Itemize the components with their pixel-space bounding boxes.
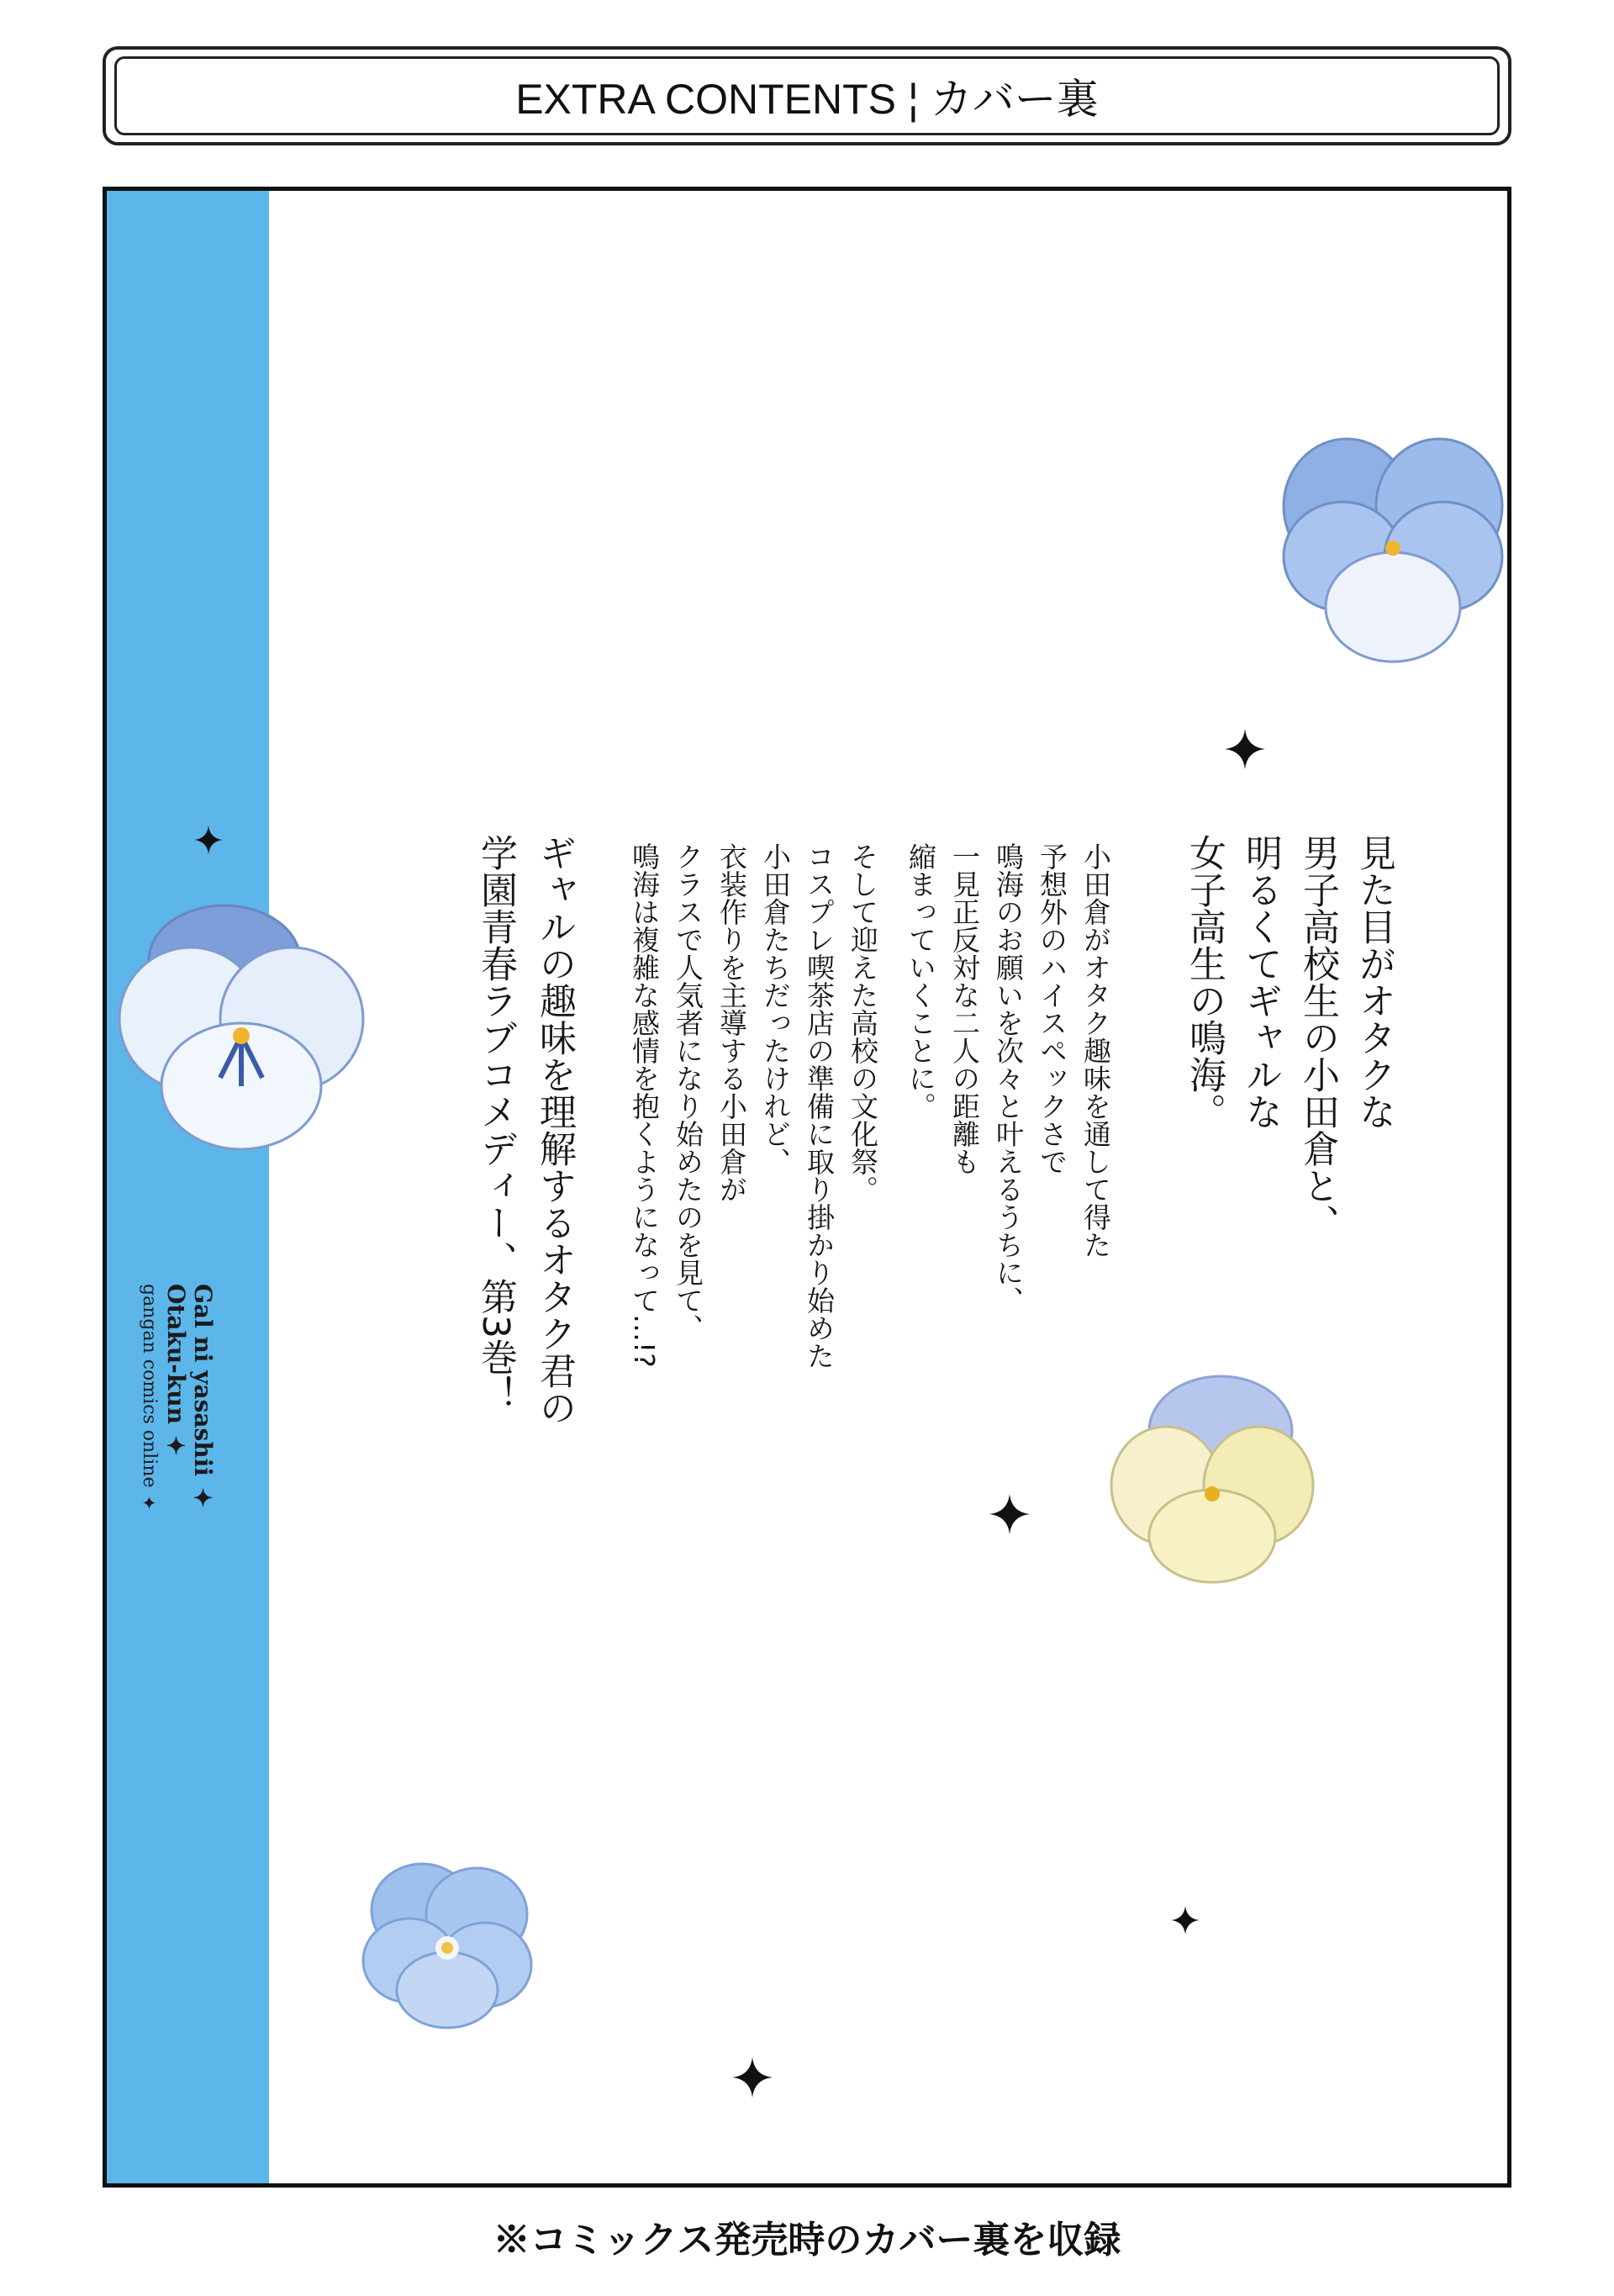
pansy-flower-icon	[1267, 401, 1511, 678]
sparkle-icon	[989, 1494, 1030, 1534]
text-line: 小田倉たちだったけれど、	[759, 842, 792, 1175]
cover-panel	[103, 187, 1511, 2188]
text-line: クラスで人気者になり始めたのを見て、	[672, 842, 704, 1342]
spine-text	[132, 1284, 216, 1822]
text-line: 小田倉がオタク趣味を通して得た	[1079, 842, 1112, 1259]
text-line: 衣装作りを主導する小田倉が	[715, 842, 748, 1203]
spine-title-line-2: Otaku-kun ✦	[162, 1284, 190, 1460]
spine-publisher: gangan comics online ✦	[139, 1284, 160, 1515]
text-line: ギャルの趣味を理解するオタク君の	[533, 834, 576, 1426]
text-line: 鳴海は複雑な感情を抱くようになって…!?	[628, 842, 661, 1368]
text-line: そして迎えた高校の文化祭。	[847, 842, 879, 1203]
pansy-flower-icon	[359, 1855, 535, 2032]
header-banner	[103, 46, 1511, 145]
text-line: 男子高校生の小田倉と、	[1296, 834, 1339, 1241]
footer-note: ※コミックス発売時のカバー裏を収録	[493, 2219, 1121, 2262]
sparkle-icon	[1171, 1906, 1200, 1934]
text-line: 一見正反対な二人の距離も	[948, 842, 981, 1175]
pansy-flower-icon	[107, 889, 376, 1166]
header-banner-inner	[114, 56, 1500, 135]
sparkle-icon	[732, 2057, 773, 2098]
text-line: コスプレ喫茶店の準備に取り掛かり始めた	[803, 842, 836, 1370]
page-title: EXTRA CONTENTS ¦ カバー裏	[515, 76, 1099, 123]
blue-sidebar	[107, 191, 269, 2183]
sparkle-icon	[1225, 729, 1265, 769]
text-line: 学園青春ラブコメディー、第3巻！	[474, 834, 517, 1412]
text-line: 予想外のハイスペックさで	[1036, 842, 1068, 1175]
text-line: 明るくてギャルな	[1239, 834, 1282, 1130]
spine-title-line: Gal ni yasashii ✦	[189, 1284, 217, 1512]
text-line: 縮まっていくことに。	[905, 842, 937, 1120]
sparkle-icon	[194, 826, 223, 854]
text-line: 見た目がオタクな	[1353, 834, 1395, 1130]
text-line: 鳴海のお願いを次々と叶えるうちに、	[992, 842, 1025, 1314]
pansy-flower-icon	[1107, 1364, 1317, 1591]
text-line: 女子高生の鳴海。	[1183, 834, 1226, 1130]
